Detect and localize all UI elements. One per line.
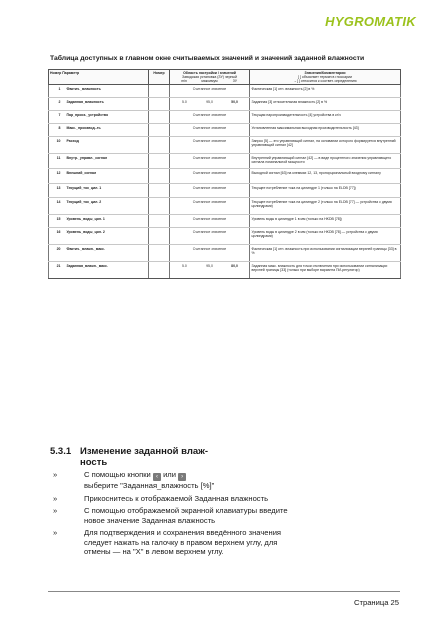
footer-divider — [48, 591, 400, 592]
range-max: 95,0 — [206, 264, 213, 269]
step-item: » С помощью кнопки ‹ или › выберите "Заданная_влажность [%]" — [53, 470, 215, 490]
table-row — [49, 137, 401, 154]
section-title-line1: Изменение заданной влаж- — [80, 446, 209, 457]
number-cell — [149, 85, 170, 98]
section-heading — [50, 446, 208, 468]
table-row — [49, 154, 401, 169]
comment-cell: Заданная [3] относительная влажность [2] в % — [250, 98, 401, 111]
table-title: Таблица доступных в главном окне считываемых значений и значений заданной влажности — [50, 55, 365, 62]
table-row — [49, 228, 401, 245]
table-row — [49, 169, 401, 184]
range-cell: Считанное значение — [170, 124, 250, 137]
comment-cell: Уровень воды в цилиндре 1 в мм (только на HKDB [78]) — [250, 215, 401, 228]
step-bullet: » — [53, 470, 58, 479]
param-cell — [49, 85, 149, 98]
header-num-param: Номер Параметр — [49, 70, 149, 85]
row-param: Внутр._управл._сигнал — [66, 156, 108, 161]
page-number: Страница 25 — [354, 598, 399, 607]
number-cell — [149, 124, 170, 137]
number-cell — [149, 184, 170, 198]
row-param: Заданная_влажн._макс. — [66, 264, 108, 269]
range-cell: Считанное значение — [170, 228, 250, 245]
table-row — [49, 184, 401, 198]
step-bullet: » — [53, 506, 58, 516]
header-values: Значения/Комментарии [ ] объясняет термин в глоссарии →[ ] относится к соответ. определению — [250, 70, 401, 85]
comment-cell: Текущая паропроизводительность [4] устройства в кг/ч — [250, 111, 401, 124]
row-number: 12 — [56, 171, 61, 176]
range-cell: Считанное значение — [170, 198, 250, 215]
comment-cell: Внутренний управляющий сигнал [42] — в виде процентного значения управляющего сигнала номинальной мощности — [250, 154, 401, 169]
row-number: 1 — [58, 87, 61, 92]
range-min: 5.0 — [181, 100, 187, 105]
param-cell — [49, 124, 149, 137]
range-cell: Считанное значение — [170, 169, 250, 184]
range-cell: Считанное значение — [170, 184, 250, 198]
number-cell — [149, 111, 170, 124]
range-cell — [170, 262, 250, 279]
comment-cell: Уровень воды в цилиндре 2 в мм (только на HKDB [78] — устройства с двумя цилиндрами) — [250, 228, 401, 245]
row-number: 15 — [56, 217, 61, 222]
row-number: 10 — [56, 139, 61, 144]
hygromatik-logo: HYGROMATIK — [325, 14, 416, 29]
row-param: Заданная_влажность — [66, 100, 104, 105]
comment-cell: Выходной сигнал [63] на клеммах 12, 13, пропорциональный входному сигналу — [250, 169, 401, 184]
row-number: 2 — [58, 100, 61, 105]
row-param: Уровень_воды_цил. 1 — [66, 217, 105, 222]
number-cell — [149, 262, 170, 279]
row-number: 20 — [56, 247, 61, 252]
param-cell — [49, 137, 149, 154]
table-row — [49, 85, 401, 98]
param-cell — [49, 262, 149, 279]
range-cell — [170, 98, 250, 111]
section-title-line2: ность — [80, 457, 108, 468]
row-param: Фактич._влажность — [66, 87, 101, 92]
chevron-right-icon: › — [178, 473, 186, 481]
step-bullet: » — [53, 528, 58, 538]
number-cell — [149, 198, 170, 215]
row-param: Уровень_воды_цил. 2 — [66, 230, 105, 235]
row-number: 21 — [56, 264, 61, 269]
param-cell — [49, 169, 149, 184]
range-cell: Считанное значение — [170, 137, 250, 154]
row-param: Макс._производ.-ть — [66, 126, 101, 131]
header-number: Номер — [149, 70, 170, 85]
row-param: Расход — [66, 139, 79, 144]
param-cell — [49, 184, 149, 198]
range-min: 5.0 — [181, 264, 187, 269]
param-cell — [49, 98, 149, 111]
number-cell — [149, 215, 170, 228]
comment-cell: Фактическая [1] отн. влажность при использовании сигнализации верхней границы [33] в % — [250, 245, 401, 262]
chevron-left-icon: ‹ — [153, 473, 161, 481]
row-number: 7 — [58, 113, 61, 118]
param-cell — [49, 198, 149, 215]
header-range: Область настройки / значений Заводская установка (ЗУ) черный min максимум ЗУ — [170, 70, 250, 85]
row-param: Текущий_ток_цил. 2 — [66, 200, 102, 205]
table-row — [49, 215, 401, 228]
table-row — [49, 124, 401, 137]
range-def: 80,0 — [231, 264, 238, 269]
table-row — [49, 111, 401, 124]
step-item: » С помощью отображаемой экранной клавиатуры введите новое значение Заданная влажность — [53, 506, 288, 525]
comment-cell: Фактическая [1] отн. влажность [2] в % — [250, 85, 401, 98]
param-cell — [49, 245, 149, 262]
comment-cell: Текущее потребление тока на цилиндре 2 (только на ELDB [77] — устройства с двумя цилиндрами) — [250, 198, 401, 215]
range-max: 95,0 — [206, 100, 213, 105]
range-cell: Считанное значение — [170, 245, 250, 262]
number-cell — [149, 137, 170, 154]
number-cell — [149, 228, 170, 245]
comment-cell: Запрос [5] — это управляющий сигнал, на основании которого формируется внутренний управляющий сигнал [42] — [250, 137, 401, 154]
step-bullet: » — [53, 493, 58, 503]
comment-cell: Заданная макс. влажность для точки отключения при использовании сигнализации верхней границы [33] (только при выборе варианта ПИ-регулятор) — [250, 262, 401, 279]
range-cell: Считанное значение — [170, 215, 250, 228]
row-number: 11 — [56, 156, 61, 161]
param-cell — [49, 111, 149, 124]
comment-cell: Установленная максимальная выходная производительность [43] — [250, 124, 401, 137]
row-param: Внешний_сигнал — [66, 171, 97, 176]
number-cell — [149, 98, 170, 111]
number-cell — [149, 169, 170, 184]
table-row — [49, 262, 401, 279]
row-param: Текущий_ток_цил. 1 — [66, 186, 102, 191]
row-number: 8 — [58, 126, 61, 131]
row-param: Пар_произ._устройство — [66, 113, 109, 118]
table-row — [49, 98, 401, 111]
range-def: 50,0 — [231, 100, 238, 105]
step-item: » Прикоснитесь к отображаемой Заданная влажность — [53, 493, 269, 503]
number-cell — [149, 154, 170, 169]
range-cell: Считанное значение — [170, 154, 250, 169]
row-number: 16 — [56, 230, 61, 235]
param-cell — [49, 215, 149, 228]
range-cell: Считанное значение — [170, 111, 250, 124]
param-cell — [49, 154, 149, 169]
param-cell — [49, 228, 149, 245]
row-param: Фактич._влажн._макс. — [66, 247, 105, 252]
comment-cell: Текущее потребление тока на цилиндре 1 (только на ELDB [77]) — [250, 184, 401, 198]
number-cell — [149, 245, 170, 262]
row-number: 13 — [56, 186, 61, 191]
section-number: 5.3.1 — [50, 446, 72, 457]
row-number: 14 — [56, 200, 61, 205]
step-item: » Для подтверждения и сохранения введённого значения следует нажать на галочку в правом верхнем углу, для отмены — на "X" в левом верхнем углу. — [53, 528, 282, 556]
values-table — [48, 69, 401, 279]
table-row — [49, 245, 401, 262]
table-row — [49, 198, 401, 215]
instruction-steps — [50, 470, 300, 559]
range-cell: Считанное значение — [170, 85, 250, 98]
